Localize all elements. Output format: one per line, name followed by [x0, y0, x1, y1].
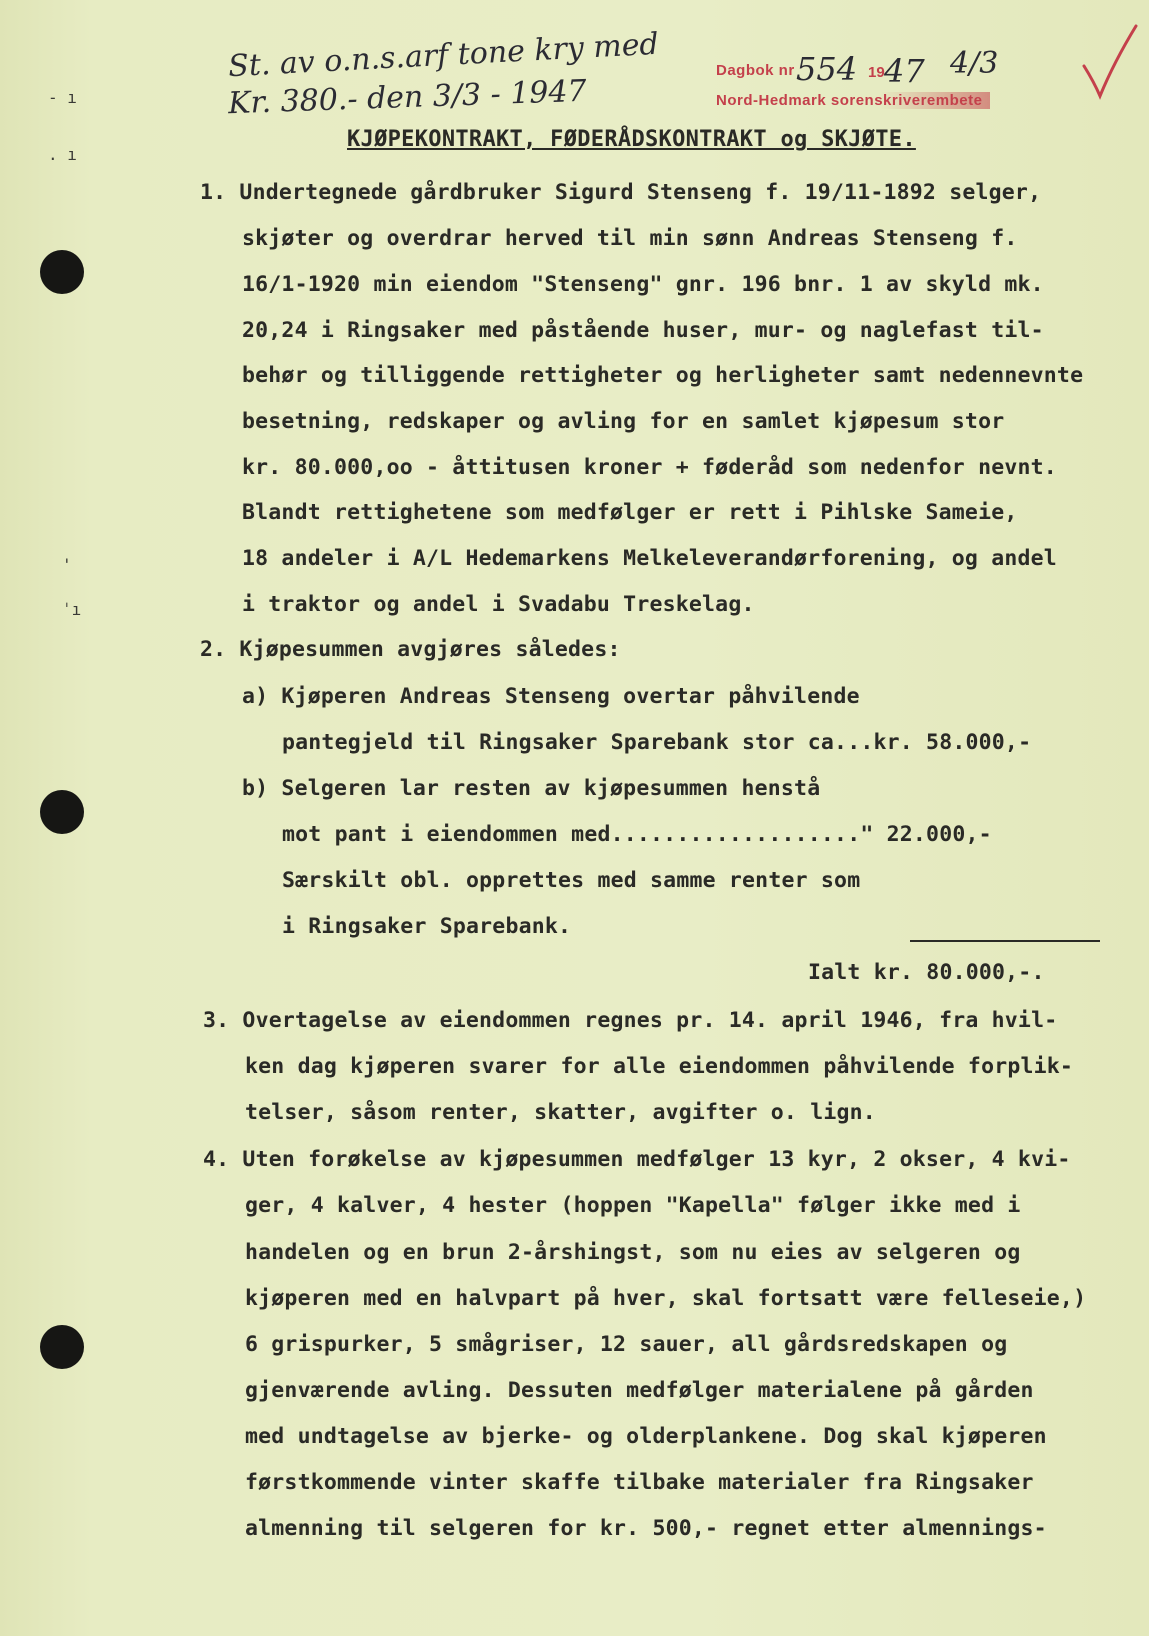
stamp-year-prefix: 19	[868, 64, 885, 81]
document-line: 6 grispurker, 5 smågriser, 12 sauer, all gårdsredskapen og	[245, 1332, 1008, 1357]
binder-hole-top	[40, 250, 84, 294]
document-line: 18 andeler i A/L Hedemarkens Melkeleverandørforening, og andel	[242, 546, 1057, 571]
document-line: 16/1-1920 min eiendom "Stenseng" gnr. 196 bnr. 1 av skyld mk.	[242, 272, 1044, 297]
document-line: Ialt kr. 80.000,-.	[808, 960, 1045, 985]
document-line: 2. Kjøpesummen avgjøres således:	[200, 637, 621, 662]
sum-rule	[910, 940, 1100, 942]
document-line: gjenværende avling. Dessuten medfølger materialene på gården	[245, 1378, 1034, 1403]
document-line: i Ringsaker Sparebank.	[282, 914, 572, 939]
binder-hole-middle	[40, 790, 84, 834]
margin-mark: '	[62, 555, 72, 574]
handwritten-note-line2: Kr. 380.- den 3/3 - 1947	[227, 73, 588, 122]
document-line: med undtagelse av bjerke- og olderplankene. Dog skal kjøperen	[245, 1424, 1047, 1449]
margin-mark: . ı	[48, 145, 77, 164]
document-line: 3. Overtagelse av eiendommen regnes pr. 14. april 1946, fra hvil-	[203, 1008, 1058, 1033]
document-line: b) Selgeren lar resten av kjøpesummen henstå	[242, 776, 821, 801]
margin-mark: - ı	[48, 88, 77, 107]
document-line: handelen og en brun 2-årshingst, som nu eies av selgeren og	[245, 1240, 1021, 1265]
document-title: KJØPEKONTRAKT, FØDERÅDSKONTRAKT og SKJØTE.	[347, 127, 916, 152]
document-line: a) Kjøperen Andreas Stenseng overtar påhvilende	[242, 684, 860, 709]
stamp-year: 47	[884, 52, 925, 90]
document-line: 1. Undertegnede gårdbruker Sigurd Stenseng f. 19/11-1892 selger,	[200, 180, 1042, 205]
document-line: i traktor og andel i Svadabu Treskelag.	[242, 592, 755, 617]
document-line: kr. 80.000,oo - åttitusen kroner + føderåd som nedenfor nevnt.	[242, 455, 1057, 480]
document-line: pantegjeld til Ringsaker Sparebank stor ca...kr. 58.000,-	[282, 730, 1032, 755]
document-line: Blandt rettighetene som medfølger er rett i Pihlske Sameie,	[242, 500, 1018, 525]
document-line: behør og tilliggende rettigheter og herligheter samt nedennevnte	[242, 363, 1084, 388]
document-line: skjøter og overdrar herved til min sønn Andreas Stenseng f.	[242, 226, 1018, 251]
stamp-number: 554	[796, 50, 858, 88]
document-line: Særskilt obl. opprettes med samme renter som	[282, 868, 861, 893]
margin-mark: ˈı	[62, 600, 82, 619]
document-line: ken dag kjøperen svarer for alle eiendommen påhvilende forplik-	[245, 1054, 1074, 1079]
registry-stamp	[716, 46, 1046, 112]
document-line: mot pant i eiendommen med..................." 22.000,-	[282, 822, 992, 847]
document-line: 4. Uten forøkelse av kjøpesummen medfølger 13 kyr, 2 okser, 4 kvi-	[203, 1147, 1071, 1172]
document-line: besetning, redskaper og avling for en samlet kjøpesum stor	[242, 409, 1005, 434]
document-line: almenning til selgeren for kr. 500,- regnet etter almennings-	[245, 1516, 1047, 1541]
document-line: 20,24 i Ringsaker med påstående huser, mur- og naglefast til-	[242, 318, 1044, 343]
document-line: kjøperen med en halvpart på hver, skal fortsatt være felleseie,)	[245, 1286, 1087, 1311]
document-line: ger, 4 kalver, 4 hester (hoppen "Kapella" følger ikke med i	[245, 1193, 1021, 1218]
document-line: førstkommende vinter skaffe tilbake materialer fra Ringsaker	[245, 1470, 1034, 1495]
stamp-prefix: Dagbok nr	[716, 62, 795, 79]
binder-hole-bottom	[40, 1325, 84, 1369]
stamp-office: Nord-Hedmark sorenskriverembete	[716, 92, 990, 109]
document-line: telser, såsom renter, skatter, avgifter o. lign.	[245, 1100, 876, 1125]
stamp-date: 4/3	[950, 46, 999, 81]
handwritten-note-line1: St. av o.n.s.arf tone kry med	[227, 26, 660, 85]
checkmark-icon	[1080, 22, 1140, 102]
